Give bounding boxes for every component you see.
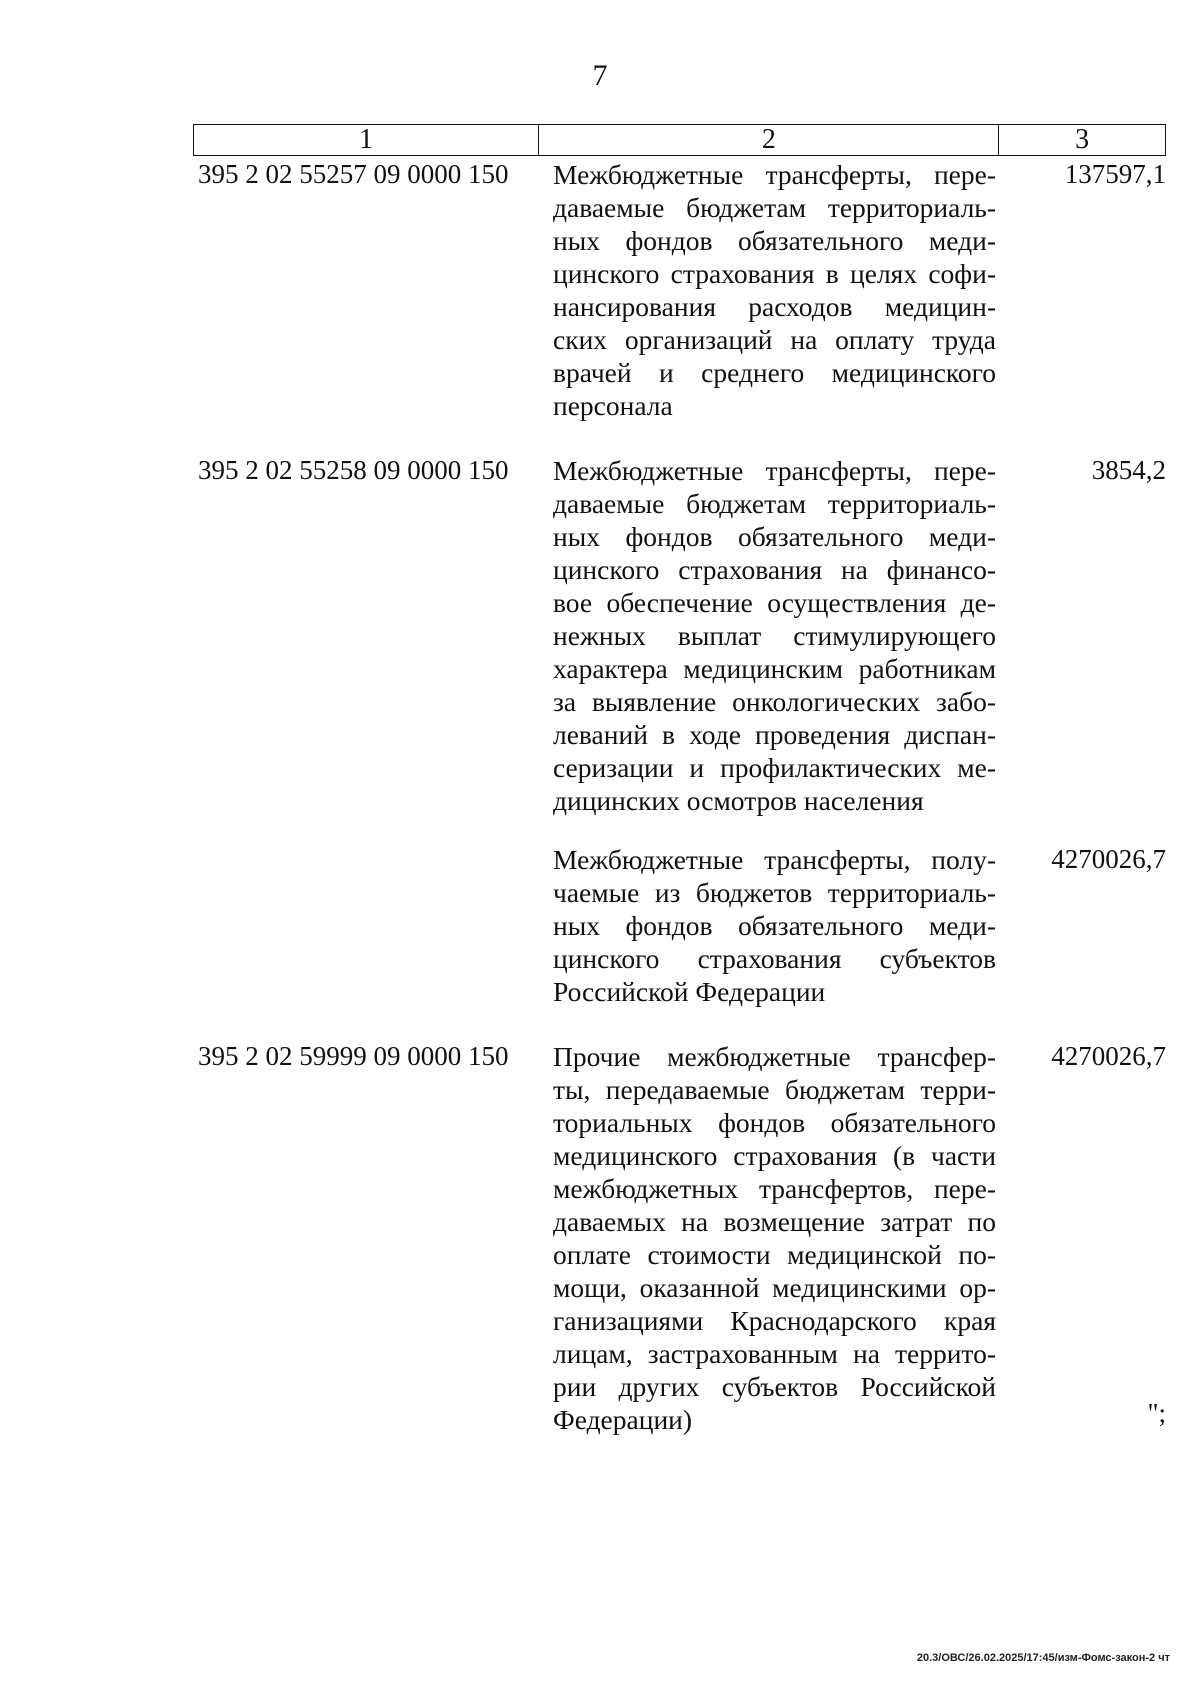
description-line: за выявление онкологических забо-	[553, 686, 996, 717]
description-line: нежных выплат стимулирующего	[553, 620, 996, 651]
description-line: характера медицинским работникам	[553, 653, 996, 684]
header-col-1: 1	[194, 125, 539, 155]
description-line: лицам, застрахованным на террито-	[553, 1338, 996, 1369]
description-line: даваемых на возмещение затрат по	[553, 1206, 996, 1237]
budget-code: 395 2 02 55258 09 0000 150	[198, 455, 509, 485]
description-line: Прочие межбюджетные трансфер-	[553, 1041, 996, 1072]
row-description	[553, 158, 996, 422]
description-line: Российской Федерации	[553, 976, 826, 1007]
description-line: ты, передаваемые бюджетам терри-	[553, 1074, 996, 1105]
description-line: леваний в ходе проведения диспан-	[553, 719, 996, 750]
description-line: цинского страхования на финансо-	[553, 554, 996, 585]
description-line: серизации и профилактических ме-	[553, 752, 996, 783]
description-line: рии других субъектов Российской	[553, 1371, 996, 1402]
description-line: даваемые бюджетам территориаль-	[553, 488, 996, 519]
amount: 4270026,7	[1051, 1041, 1166, 1071]
page-number: 7	[592, 59, 608, 92]
amount: 4270026,7	[1051, 844, 1166, 874]
budget-code: 395 2 02 55257 09 0000 150	[198, 159, 509, 189]
description-line: ных фондов обязательного меди-	[553, 225, 996, 256]
description-line: ториальных фондов обязательного	[553, 1107, 996, 1138]
document-stamp: 20.3/ОВС/26.02.2025/17:45/изм-Фомс-закон-2 чт	[916, 1652, 1170, 1664]
description-line: Федерации)	[553, 1404, 693, 1435]
header-col-2: 2	[539, 125, 999, 155]
description-line: Межбюджетные трансферты, полу-	[553, 844, 996, 875]
description-line: цинского страхования субъектов	[553, 943, 996, 974]
amount: 137597,1	[1064, 159, 1166, 189]
description-line: цинского страхования в целях софи-	[553, 258, 996, 289]
description-line: персонала	[553, 390, 673, 421]
budget-code: 395 2 02 59999 09 0000 150	[198, 1041, 509, 1071]
description-line: межбюджетных трансфертов, пере-	[553, 1173, 996, 1204]
description-line: вое обеспечение осуществления де-	[553, 587, 996, 618]
description-line: мощи, оказанной медицинскими ор-	[553, 1272, 996, 1303]
description-line: оплате стоимости медицинской по-	[553, 1239, 996, 1270]
description-line: Межбюджетные трансферты, пере-	[553, 159, 996, 190]
closing-quote-mark: ";	[1147, 1398, 1166, 1428]
description-line: даваемые бюджетам территориаль-	[553, 192, 996, 223]
description-line: врачей и среднего медицинского	[553, 357, 996, 388]
row-description	[553, 454, 996, 817]
table-header	[193, 124, 1166, 156]
description-line: ганизациями Краснодарского края	[553, 1305, 996, 1336]
description-line: ных фондов обязательного меди-	[553, 910, 996, 941]
description-line: ных фондов обязательного меди-	[553, 521, 996, 552]
description-line: чаемые из бюджетов территориаль-	[553, 877, 996, 908]
row-description	[553, 843, 996, 1008]
description-line: ских организаций на оплату труда	[553, 324, 996, 355]
description-line: нансирования расходов медицин-	[553, 291, 996, 322]
header-col-3: 3	[1075, 124, 1090, 155]
row-description	[553, 1040, 996, 1436]
description-line: медицинского страхования (в части	[553, 1140, 996, 1171]
description-line: Межбюджетные трансферты, пере-	[553, 455, 996, 486]
amount: 3854,2	[1091, 455, 1166, 485]
description-line: дицинских осмотров населения	[553, 785, 924, 816]
